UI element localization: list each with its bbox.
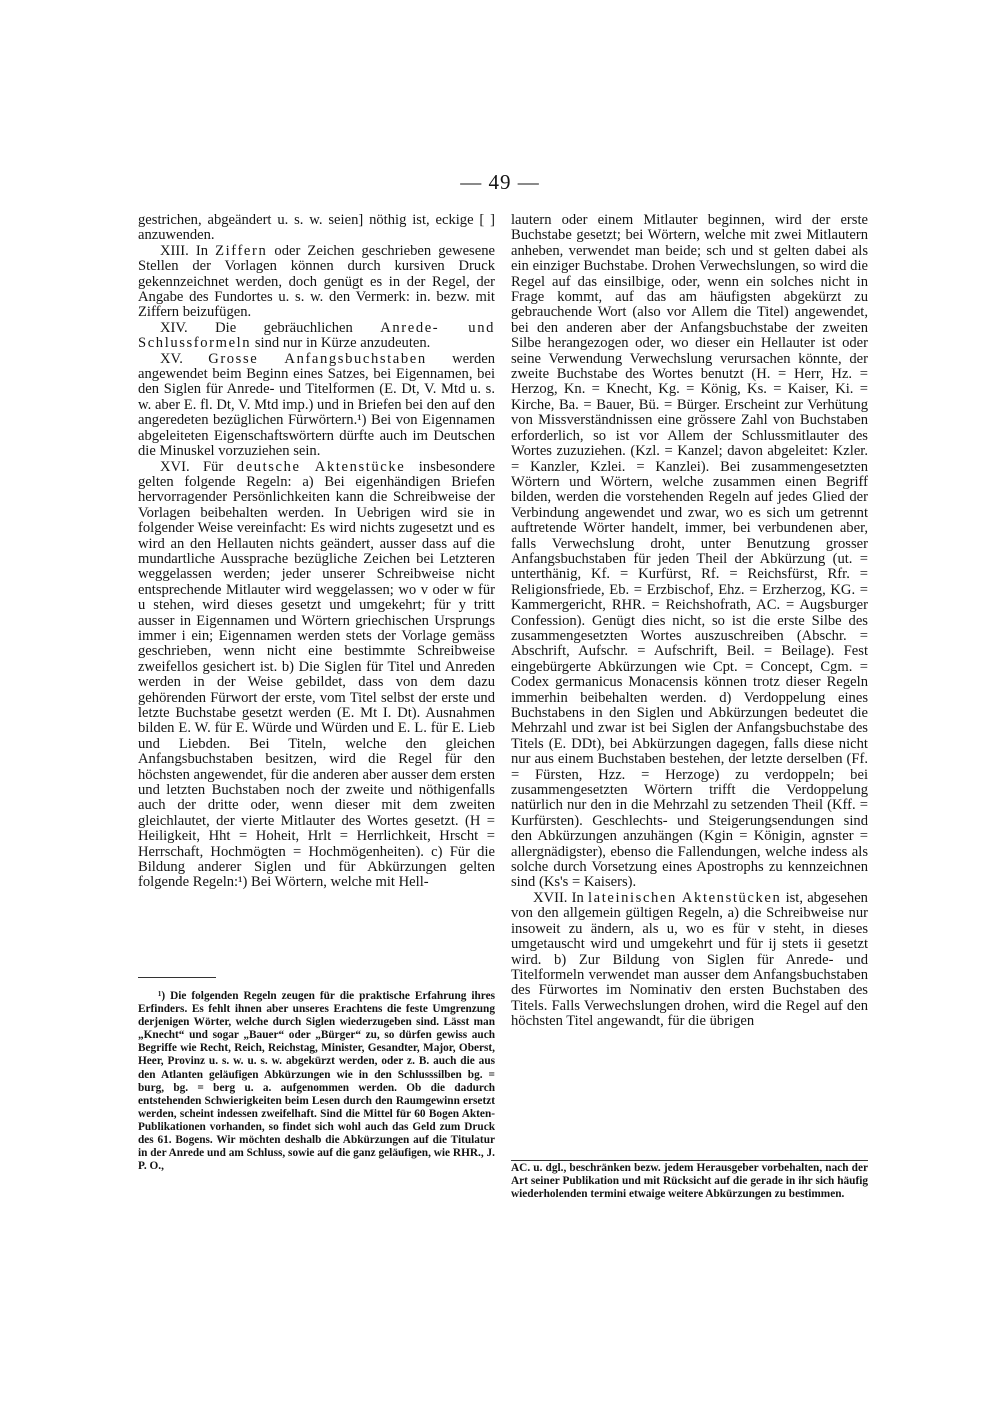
spaced-term: deutsche Aktenstücke <box>236 458 406 475</box>
right-column <box>511 213 868 1030</box>
paragraph-xvi <box>138 460 495 891</box>
paragraph-text: werden angewendet beim Beginn eines Satzes, bei Eigennamen, bei den Siglen für Anrede- und Titelformen (E. Dt, V. Mtd u. s. w. aber E. fl. Dt, V. Mtd imp.) und in Briefen bei den auf den angeredeten bezüglichen Fürwörtern.¹) Bei von Eigennamen abgeleiteten Eigenschaftswörtern dürfte auch im Deutschen die Minuskel vorzuziehen sein. <box>138 350 496 460</box>
paragraph-xiv <box>138 321 495 352</box>
footnote-text: ¹) Die folgenden Regeln zeugen für die praktische Erfahrung ihres Erfinders. Es fehlt ihnen aber unseres Erachtens die feste Umgrenzung derjenigen Wörter, welche durch Siglen wiederzugeben sind. Lässt man „Knecht“ und sogar „Bauer“ oder „Bürger“ zu, so dürfen gewiss auch Begriffe wie Recht, Reich, Reichstag, Minister, Gesandter, Major, Oberst, Heer, Provinz u. s. w. u. s. w. abgekürzt werden, oder z. B. auch die aus den Atlanten geläufigen Abkürzungen wie in den Schlusssilben bg. = burg, bg. = berg u. a. aufgenommen werden. Ob die dadurch entstehenden Schwierigkeiten beim Lesen durch den Raumgewinn ersetzt werden, scheint indessen zweifelhaft. Sind die Mittel für 60 Bogen Akten-Publikationen vorhanden, so findet sich wohl auch das Geld zum Druck des 61. Bogens. Wir möchten deshalb die Abkürzungen auf die Titulatur in der Anrede und am Schluss, sowie auf die ganz geläufigen, wie RHR., J. P. O., <box>138 990 495 1173</box>
paragraph-text: insbesondere gelten folgende Regeln: a) Bei eigenhändigen Briefen hervorragender Persönlichkeiten kann die Schreibweise der Vorlagen beibehalten werden. In Uebrigen wird sie in folgender Weise vereinfacht: Es wird nichts zugesetzt und es wird an den Hellauten nichts geändert, ausser dass auf die mundartliche Aussprache bezügliche Zeichen bei Letzteren weggelassen werden; jeder unserer Schreibweise nicht entsprechende Mitlauter wird weggelassen; wo v oder w für u stehen, wird dieses gesetzt und umgekehrt; für y tritt ausser in Eigennamen und Wörtern griechischen Ursprungs immer i ein; Eigennamen werden stets der Vorlage gemäss geschrieben, wenn nicht eine bestimmte Schreibweise zweifellos gesichert ist. b) Die Siglen für Titel und Anreden werden in der Weise gebildet, dass von dem dazu gehörenden Fürwort der erste, vom Titel selbst der erste und letzte Buchstabe gesetzt werden (E. Mt I. Dt). Ausnahmen bilden E. W. für E. Würde und Würden und E. L. für E. Lieb und Liebden. Bei Titeln, welche den gleichen Anfangsbuchstaben besitzen, wird die Regel für den höchsten angewendet, für die anderen aber ausser dem ersten und letzten Buchstaben noch der zweite und nöthigenfalls auch der dritte oder, wenn dieser mit dem zweiten gleichlautet, der vierte Mitlauter des Wortes gesetzt. (H = Heiligkeit, Hht = Hoheit, Hrlt = Herrlichkeit, Hrscht = Herrschaft, Hochmögten = Hochmögenheiten). c) Für die Bildung anderer Siglen und für Abkürzungen gelten folgende Regeln:¹) Bei Wörtern, welche mit Hell- <box>138 458 495 891</box>
paragraph-xiii <box>138 244 495 321</box>
section-number: XVII. In <box>533 889 584 906</box>
section-number: XIV. Die gebräuchlichen <box>160 319 353 336</box>
paragraph-text: ist, abgesehen von den allgemein gültigen Regeln, a) die Schreibweise nur insoweit zu ändern, als u, wo es für v steht, in dieses umgetauscht wird und umgekehrt und für ij stets ii gesetzt wird. b) Zur Bildung von Siglen für Anrede- und Titelformeln verwendet man ausser dem Anfangsbuchstaben des Fürwortes im Nominativ den ersten Buchstaben des Titels. Falls Verwechslungen drohen, wird die Regel auf den höchsten Titel angewandt, für die übrigen <box>511 889 868 1030</box>
footnote-text: AC. u. dgl., beschränken bezw. jedem Herausgeber vorbehalten, nach der Art seiner Publikation und mit Rücksicht auf die gerade in ihr sich häufig wiederholenden termini etwaige weitere Abkürzungen zu bestimmen. <box>511 1162 868 1201</box>
paragraph <box>511 213 868 891</box>
paragraph-xvii <box>511 891 868 1030</box>
footnote-divider <box>511 1160 868 1161</box>
spaced-term: Grosse Anfangsbuchstaben <box>208 350 427 367</box>
section-number: XV. <box>160 350 183 367</box>
left-column <box>138 213 495 891</box>
footnote-divider <box>138 977 216 978</box>
spaced-term: lateinischen Aktenstücken <box>588 889 782 906</box>
footnote-left <box>138 990 495 1173</box>
paragraph-xv <box>138 352 495 460</box>
spaced-term: Anrede- und Schlussformeln <box>138 319 495 352</box>
paragraph <box>138 213 495 244</box>
paragraph-text: gestrichen, abgeändert u. s. w. seien] nöthig ist, eckige [ ] anzuwenden. <box>138 212 495 244</box>
section-number: XIII. In <box>160 242 208 259</box>
footnote-right <box>511 1162 868 1201</box>
page-number: — 49 — <box>460 170 540 194</box>
paragraph-text: lautern oder einem Mitlauter beginnen, wird der erste Buchstabe gesetzt; bei Wörtern, welche mit zwei Mitlautern anheben, verwendet man beide; sch und st gelten dabei als ein einziger Buchstabe. Drohen Verwechslungen, so wird die Regel auf das einsilbige, oder, wenn ein solches nicht in Frage kommt, auf das am häufigsten abgekürzt zu gebrauchende Wort (also vor Allem die Titel) angewendet, bei den anderen aber der Anfangsbuchstabe der zweiten Silbe herangezogen oder, wo dieser ein Hellauter ist oder seine Verwendung Verwechslung verursachen könnte, der zweite Buchstabe des Wortes benutzt (H. = Herr, Hz. = Herzog, Kn. = Knecht, Kg. = König, Ks. = Kaiser, Ki. = Kirche, Ba. = Bauer, Bü. = Bürger. Erscheint zur Verhütung von Missverständnissen eine grössere Zahl von Buchstaben erforderlich, so ist vor Allem der Schlussmitlauter des Wortes zuzuziehen. (Kzl. = Kanzel; davon abgeleitet: Kzler. = Kanzler, Kzlei. = Kanzlei). Bei zusammengesetzten Wörtern und Wörtern, welche zusammen einen Begriff bilden, werden die vorstehenden Regeln auf jedes Glied der Verbindung angewendet und zwar, wo es sich um getrennt auftretende Wörter handelt, immer, bei verbundenen aber, falls Verwechslung droht, unter Benutzung grosser Anfangsbuchstaben für jeden Theil der Abkürzung (ut. = unterthänig, Kf. = Kurfürst, Rf. = Reichsfürst, Rfr. = Religionsfriede, Eb. = Erzbischof, Ehz. = Erzherzog, KG. = Kammergericht, RHR. = Reichshofrath, AC. = Augsburger Confession). Genügt dies nicht, so ist die erste Silbe des zusammengesetzten Wortes auszuschreiben (Abschr. = Abschrift, Aufschr. = Aufschrift, Beil. = Beilage). Fest eingebürgerte Abkürzungen wie Cpt. = Concept, Cgm. = Codex germanicus Monacensis können trotz dieser Regeln immerhin beibehalten werden. d) Verdoppelung eines Buchstabens in den Siglen und Abkürzungen bedeutet die Mehrzahl und zwar ist bei Siglen der Anfangsbuchstabe des Titels (E. DDt), bei Abkürzungen dagegen, falls diese nicht nur aus einem Buchstaben bestehen, der letzte derselben (Ff. = Fürsten, Hzz. = Herzoge) zu verdoppeln; bei zusammengesetzten Wörtern trifft die Verdoppelung natürlich nur den in die Mehrzahl zu setzenden Theil (Kff. = Kurfürsten). Geschlechts- und Steigerungsendungen sind den Abkürzungen anzuhängen (Kgin = Königin, agnster = allergnädigster), ebenso die Fallendungen, welche indess als solche durch Vorsetzung eines Apostrophs zu kennzeichnen sind (Ks's = Kaisers). <box>511 212 868 891</box>
paragraph-text: oder Zeichen geschrieben gewesene Stellen der Vorlagen können durch kursiven Druck gekennzeichnet werden, doch genügt es in der Regel, der Angabe des Fundortes u. s. w. den Vermerk: in. bezw. mit Ziffern beizufügen. <box>138 242 495 321</box>
section-number: XVI. Für <box>160 458 224 475</box>
spaced-term: Ziffern <box>215 242 268 259</box>
paragraph-text: sind nur in Kürze anzudeuten. <box>254 335 431 352</box>
